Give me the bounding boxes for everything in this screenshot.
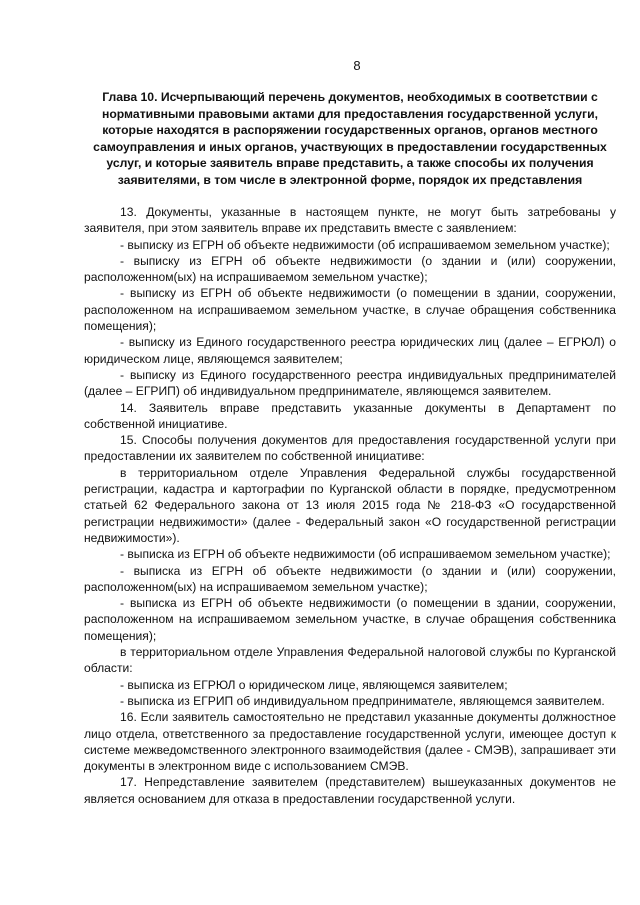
document-body bbox=[84, 204, 616, 807]
paragraph-17: 17. Непредставление заявителем (представителем) вышеуказанных документов не является основанием для отказа в предоставлении государственной услуги. bbox=[84, 775, 616, 806]
list-item: - выписку из Единого государственного реестра юридических лиц (далее – ЕГРЮЛ) о юридическом лице, являющемся заявителем; bbox=[84, 335, 616, 366]
paragraph-tax-service: в территориальном отделе Управления Федеральной налоговой службы по Курганской области: bbox=[84, 645, 616, 676]
paragraph-15: 15. Способы получения документов для предоставления государственной услуги при предоставлении их заявителем по собственной инициативе: bbox=[84, 433, 616, 464]
paragraph-13: 13. Документы, указанные в настоящем пункте, не могут быть затребованы у заявителя, при этом заявитель вправе их представить вместе с заявлением: bbox=[84, 205, 616, 236]
list-item: - выписка из ЕГРН об объекте недвижимости (об испрашиваемом земельном участке); bbox=[120, 547, 611, 562]
paragraph-14: 14. Заявитель вправе представить указанные документы в Департамент по собственной инициативе. bbox=[84, 400, 616, 431]
list-item: - выписка из ЕГРН об объекте недвижимости (о здании и (или) сооружении, расположенном(ых) на испрашиваемом земельном участке); bbox=[84, 563, 616, 594]
document-page bbox=[84, 58, 616, 807]
list-item: - выписку из ЕГРН об объекте недвижимости (об испрашиваемом земельном участке); bbox=[120, 237, 610, 252]
chapter-title: Глава 10. Исчерпывающий перечень документов, необходимых в соответствии с нормативными правовыми актами для предоставления государственной услуги, которые находятся в распоряжении государственных органов, органов местного самоуправления и иных органов, участвующих в предоставлении государственных услуг, и которые заявитель вправе представить, а также способы их получения заявителями, в том числе в электронной форме, порядок их представления bbox=[93, 90, 607, 187]
paragraph-16: 16. Если заявитель самостоятельно не представил указанные документы должностное лицо отдела, ответственного за предоставление государственной услуги, имеющее доступ к системе межведомственного электронного взаимодействия (далее - СМЭВ), запрашивает эти документы в электронном виде с использованием СМЭВ. bbox=[84, 710, 616, 774]
list-item: - выписка из ЕГРН об объекте недвижимости (о помещении в здании, сооружении, расположенном на испрашиваемом земельном участке, в случае обращения собственника помещения); bbox=[84, 596, 616, 643]
paragraph-rosreestr: в территориальном отделе Управления Федеральной службы государственной регистрации, кадастра и картографии по Курганской области в порядке, предусмотренном статьей 62 Федерального закона от 13 июля 2015 года № 218-ФЗ «О государственной регистрации недвижимости» (далее - Федеральный закон «О государственной регистрации недвижимости»). bbox=[84, 465, 616, 545]
list-item: - выписку из Единого государственного реестра индивидуальных предпринимателей (далее – ЕГРИП) об индивидуальном предпринимателе, являющемся заявителем. bbox=[84, 367, 616, 399]
page-number: 8 bbox=[353, 58, 361, 73]
list-item: - выписку из ЕГРН об объекте недвижимости (о помещении в здании, сооружении, расположенном на испрашиваемом земельном участке, в случае обращения собственника помещения); bbox=[84, 286, 616, 334]
list-item: - выписка из ЕГРИП об индивидуальном предпринимателе, являющемся заявителем. bbox=[120, 693, 605, 708]
list-item: - выписку из ЕГРН об объекте недвижимости (о здании и (или) сооружении, расположенном(ых) на испрашиваемом земельном участке); bbox=[84, 253, 616, 285]
list-item: - выписка из ЕГРЮЛ о юридическом лице, являющемся заявителем; bbox=[120, 677, 508, 692]
